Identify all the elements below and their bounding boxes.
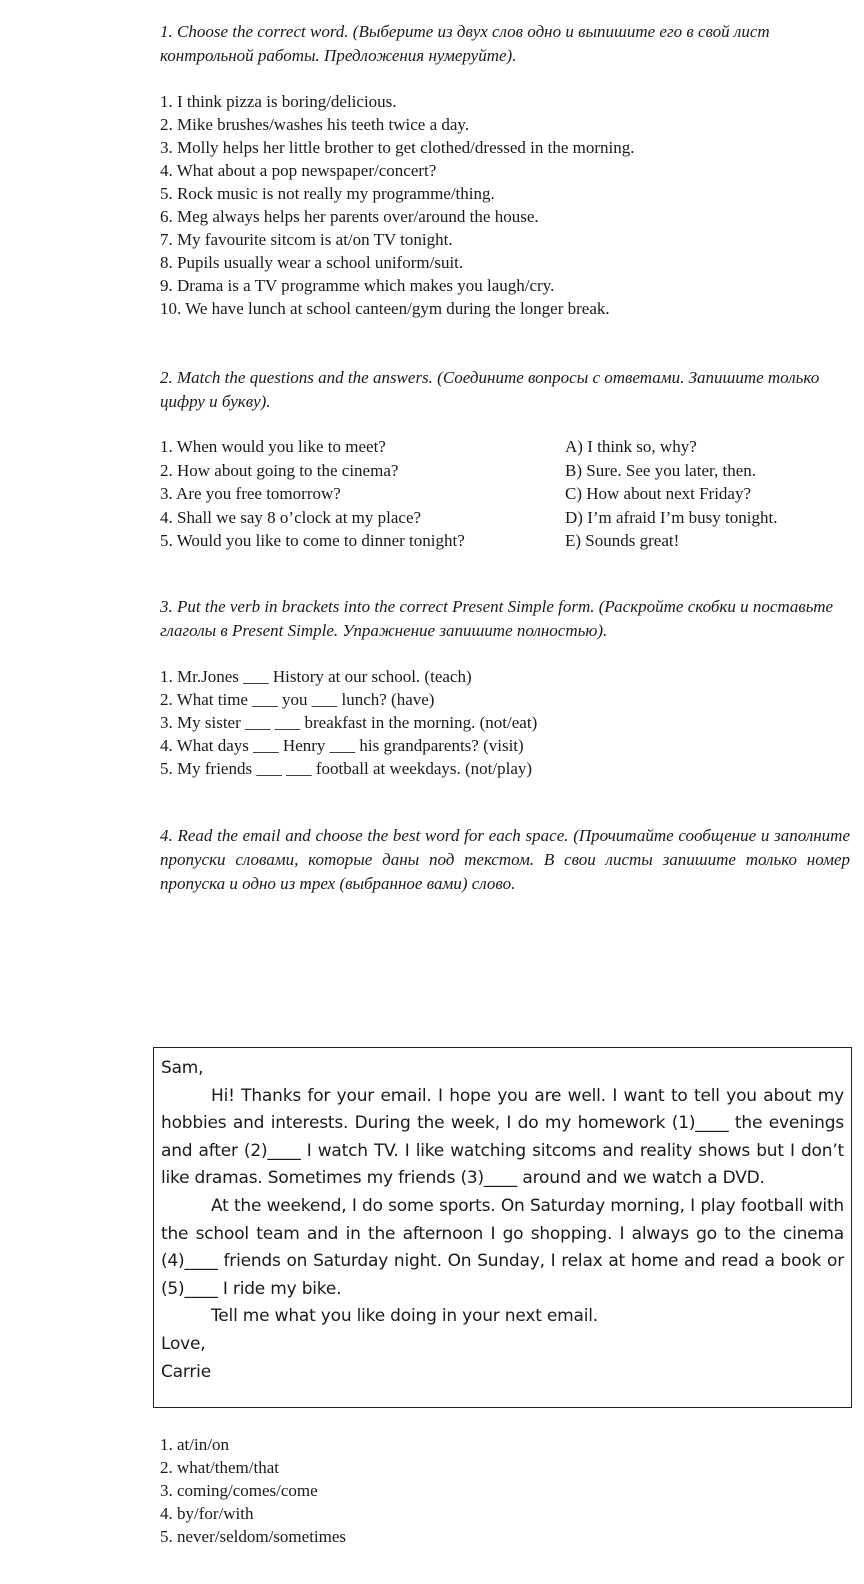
task4-heading: 4. Read the email and choose the best word for each space. (Прочитайте сообщение и заполните пропуски словами, которые даны под текстом. В свои листы запишите только номер пропуска и одно из трех (выбранное вами) слово. xyxy=(160,826,850,893)
email-greeting: Sam, xyxy=(161,1058,204,1078)
list-item: 1. I think pizza is boring/delicious. xyxy=(160,92,397,111)
task1-heading: 1. Choose the correct word. (Выберите из двух слов одно и выпишите его в свой лист контрольной работы. Предложения нумеруйте). xyxy=(160,22,770,65)
email-paragraph: Hi! Thanks for your email. I hope you are well. I want to tell you about my hobbies and interests. During the week, I do my homework (1)____ the evenings and after (2)____ I watch TV. I like watching sitcoms and reality shows but I don’t like dramas. Sometimes my friends (3)____ around and we watch a DVD. xyxy=(161,1085,844,1189)
option-item: 4. by/for/with xyxy=(160,1504,254,1523)
answer-item: A) I think so, why? xyxy=(565,437,697,456)
email-box xyxy=(153,1047,852,1408)
email-paragraph: Tell me what you like doing in your next email. xyxy=(211,1306,598,1327)
list-item: 4. What days ___ Henry ___ his grandparents? (visit) xyxy=(160,736,524,755)
email-signature: Carrie xyxy=(161,1361,211,1382)
option-item: 3. coming/comes/come xyxy=(160,1481,318,1500)
email-closing: Love, xyxy=(161,1333,206,1354)
option-item: 5. never/seldom/sometimes xyxy=(160,1527,347,1546)
question-item: 4. Shall we say 8 o’clock at my place? xyxy=(160,507,422,527)
list-item: 5. Rock music is not really my programme/thing. xyxy=(160,184,495,203)
email-paragraph: At the weekend, I do some sports. On Saturday morning, I play football with the school team and in the afternoon I go shopping. I always go to the cinema (4)____ friends on Saturday night. On Sunday, I relax at home and read a book or (5)____ I ride my bike. xyxy=(161,1195,844,1299)
list-item: 1. Mr.Jones ___ History at our school. (teach) xyxy=(160,667,472,686)
task2-questions xyxy=(160,435,465,553)
option-item: 2. what/them/that xyxy=(160,1458,279,1477)
list-item: 8. Pupils usually wear a school uniform/suit. xyxy=(160,253,464,272)
question-item: 3. Are you free tomorrow? xyxy=(160,484,341,503)
list-item: 6. Meg always helps her parents over/around the house. xyxy=(160,207,539,226)
task1-list xyxy=(160,90,635,320)
list-item: 2. What time ___ you ___ lunch? (have) xyxy=(160,690,435,709)
list-item: 3. Molly helps her little brother to get clothed/dressed in the morning. xyxy=(160,138,635,157)
task3-heading: 3. Put the verb in brackets into the correct Present Simple form. (Раскройте скобки и поставьте глаголы в Present Simple. Упражнение запишите полностью). xyxy=(160,597,834,640)
question-item: 2. How about going to the cinema? xyxy=(160,460,399,480)
list-item: 3. My sister ___ ___ breakfast in the morning. (not/eat) xyxy=(160,713,538,732)
question-item: 5. Would you like to come to dinner tonight? xyxy=(160,531,465,550)
answer-item: C) How about next Friday? xyxy=(565,484,752,503)
list-item: 9. Drama is a TV programme which makes you laugh/cry. xyxy=(160,276,555,295)
question-item: 1. When would you like to meet? xyxy=(160,437,386,456)
task2-answers xyxy=(565,435,777,553)
answer-item: E) Sounds great! xyxy=(565,531,680,550)
list-item: 4. What about a pop newspaper/concert? xyxy=(160,161,437,180)
option-item: 1. at/in/on xyxy=(160,1435,229,1454)
answer-item: B) Sure. See you later, then. xyxy=(565,460,756,480)
list-item: 2. Mike brushes/washes his teeth twice a day. xyxy=(160,115,470,134)
list-item: 7. My favourite sitcom is at/on TV tonight. xyxy=(160,230,453,249)
task3-list xyxy=(160,665,537,780)
list-item: 5. My friends ___ ___ football at weekdays. (not/play) xyxy=(160,759,533,778)
list-item: 10. We have lunch at school canteen/gym during the longer break. xyxy=(160,299,610,318)
answer-item: D) I’m afraid I’m busy tonight. xyxy=(565,507,778,527)
task2-heading: 2. Match the questions and the answers. (Соедините вопросы с ответами. Запишите только цифру и букву). xyxy=(160,368,820,411)
task4-options xyxy=(160,1433,346,1548)
